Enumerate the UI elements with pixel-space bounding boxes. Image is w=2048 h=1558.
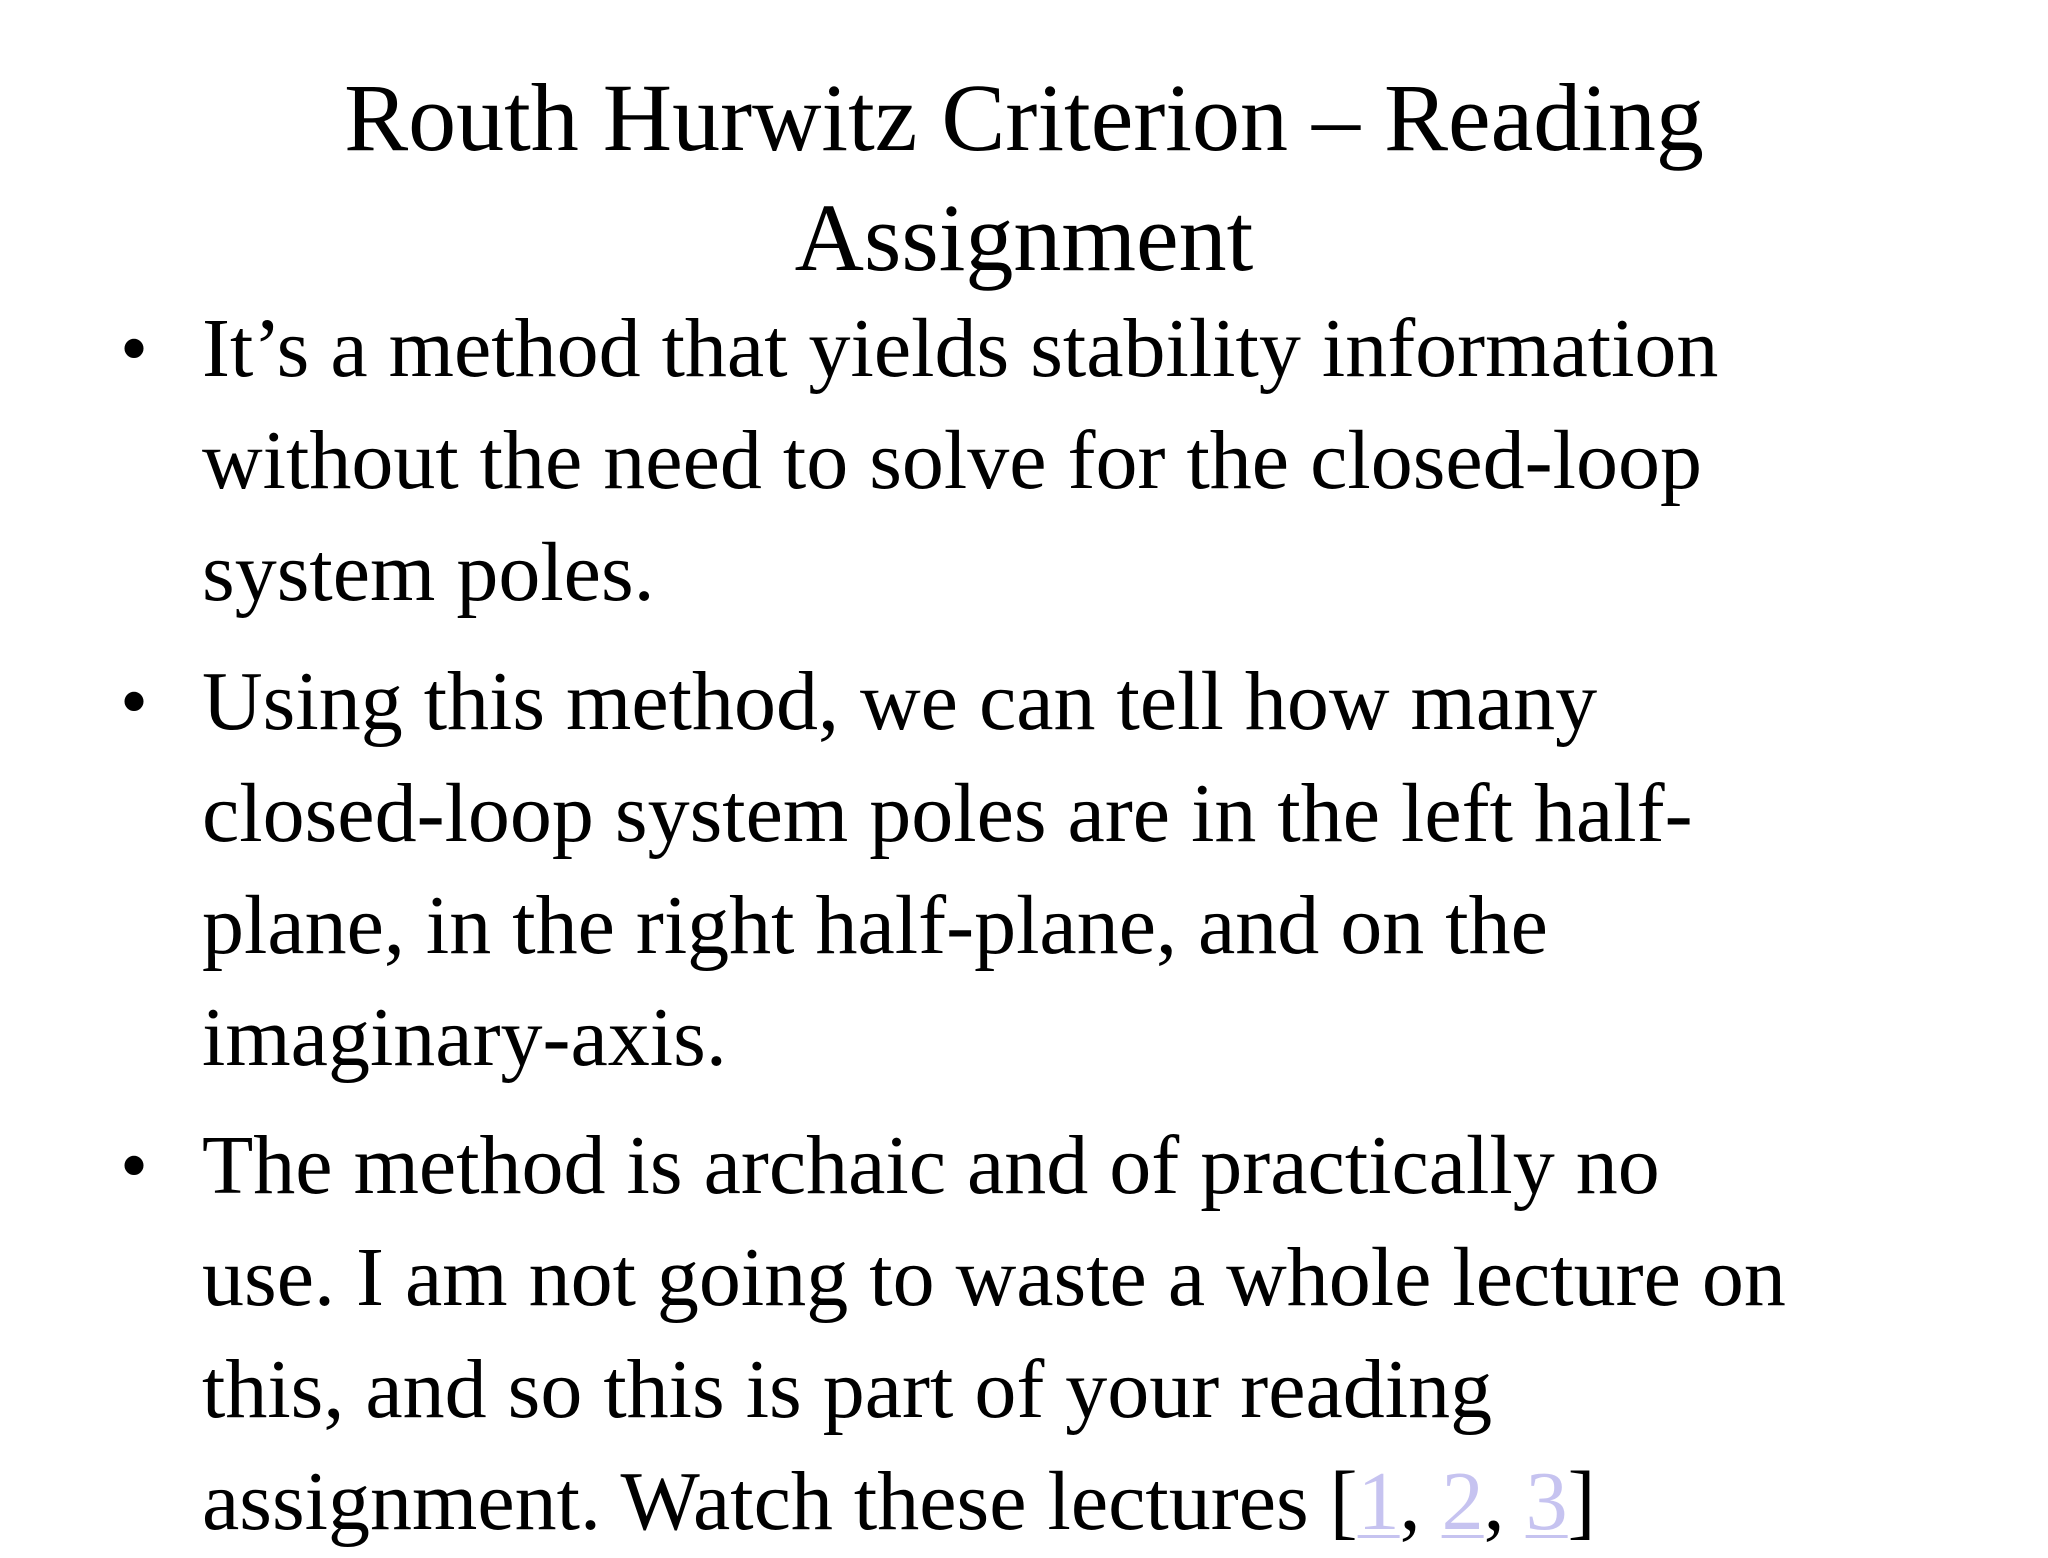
slide-title-line-1: Routh Hurwitz Criterion – Reading <box>344 64 1704 171</box>
bullet-1-line-3: system poles. <box>202 526 655 619</box>
bullet-dot-icon: • <box>120 658 149 746</box>
bullet-3-line-4-suffix: ] <box>1567 1455 1596 1548</box>
lecture-link-3[interactable]: 3 <box>1525 1455 1568 1548</box>
bullet-2-line-2: closed-loop system poles are in the left half- <box>202 767 1693 860</box>
bullet-dot-icon: • <box>120 1122 149 1210</box>
bullet-1-line-2: without the need to solve for the closed-loop <box>202 414 1702 507</box>
lecture-link-2[interactable]: 2 <box>1441 1455 1484 1548</box>
slide-title <box>0 58 2048 298</box>
link-separator: , <box>1483 1455 1526 1548</box>
bullet-3-line-1: The method is archaic and of practically no <box>202 1119 1660 1212</box>
bullet-text-2 <box>202 646 1962 1094</box>
lecture-link-1[interactable]: 1 <box>1357 1455 1400 1548</box>
bullet-2-line-1: Using this method, we can tell how many <box>202 655 1598 748</box>
bullet-text-3 <box>202 1110 1962 1558</box>
bullet-2-line-4: imaginary-axis. <box>202 991 727 1084</box>
bullet-1-line-1: It’s a method that yields stability information <box>202 302 1719 395</box>
bullet-3-line-4 <box>202 1446 1962 1558</box>
slide-title-line-2: Assignment <box>794 184 1254 291</box>
bullet-2-line-3: plane, in the right half-plane, and on the <box>202 879 1548 972</box>
link-separator: , <box>1399 1455 1442 1548</box>
bullet-3-line-3: this, and so this is part of your reading <box>202 1343 1493 1436</box>
bullet-3-line-2: use. I am not going to waste a whole lecture on <box>202 1231 1786 1324</box>
bullet-text-1 <box>202 293 1962 629</box>
bullet-dot-icon: • <box>120 305 149 393</box>
bullet-3-line-4-prefix: assignment. Watch these lectures [ <box>202 1455 1358 1548</box>
